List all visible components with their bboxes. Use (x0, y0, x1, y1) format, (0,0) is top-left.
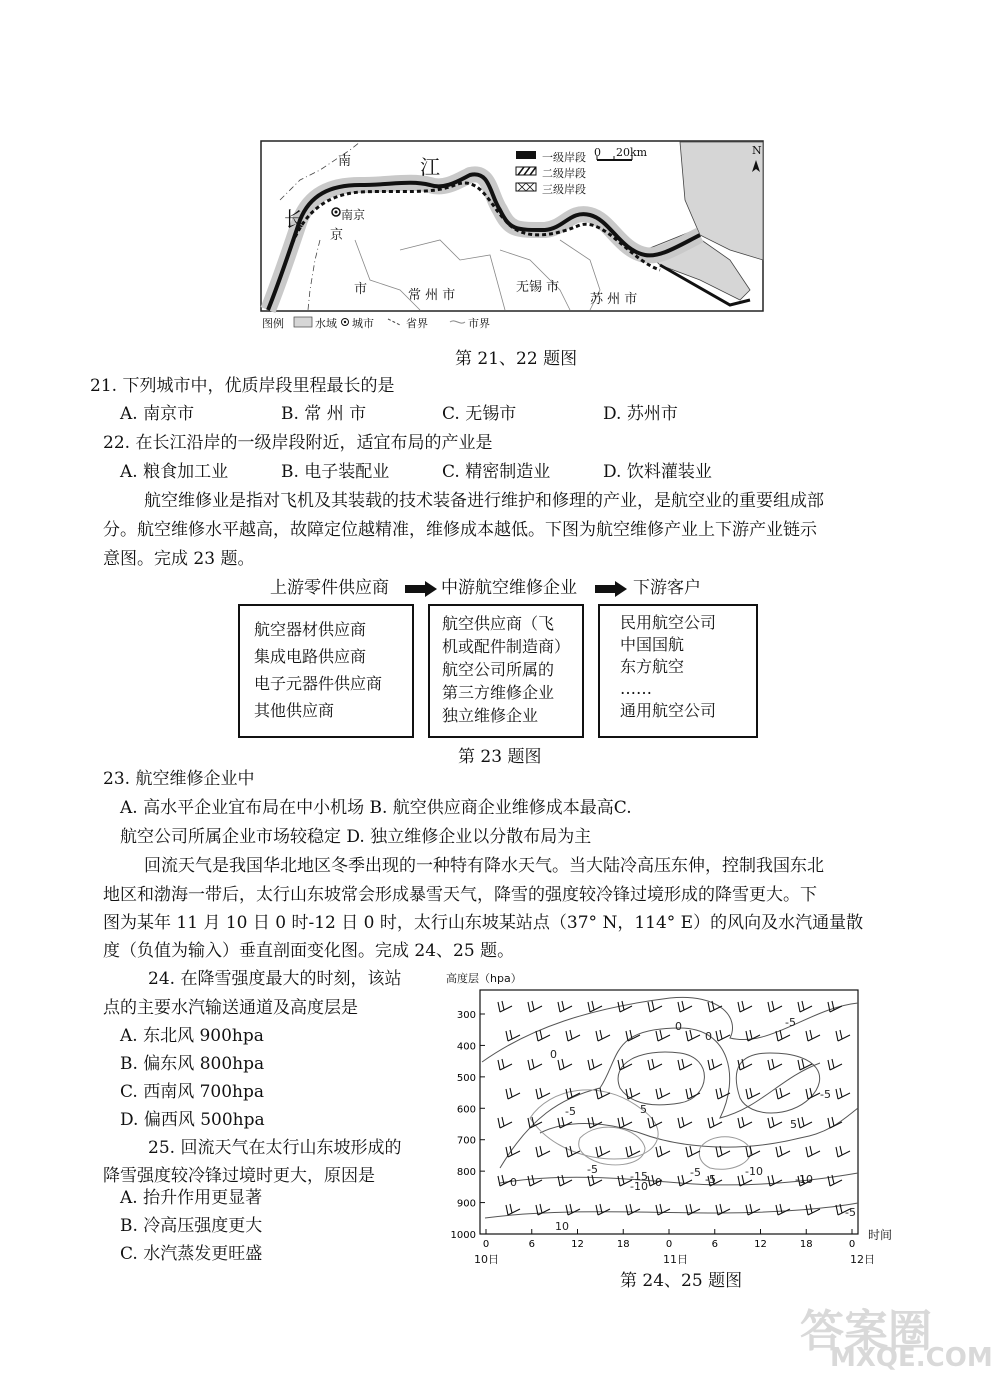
midstream-item: 独立维修企业 (442, 706, 539, 725)
passage24-line4: 度（负值为输入）垂直剖面变化图。完成 24、25 题。 (103, 941, 515, 961)
q23-options-line2[interactable]: 航空公司所属企业市场较稳定 D. 独立维修企业以分散布局为主 (120, 827, 592, 847)
chain-header-midstream: 中游航空维修企业 (441, 578, 577, 598)
legend-prov: 省界 (406, 317, 428, 330)
passage23-line2: 分。航空维修水平越高，故障定位越精准，维修成本越低。下图为航空维修产业上下游产业链示 (103, 520, 817, 540)
downstream-item: 民用航空公司 (620, 613, 717, 632)
q24-option-b[interactable]: B. 偏东风 800hpa (120, 1054, 265, 1074)
q25-option-c[interactable]: C. 水汽蒸发更旺盛 (120, 1244, 263, 1264)
q22-stem: 22. 在长江沿岸的一级岸段附近，适宜布局的产业是 (103, 433, 493, 453)
q25-stem-1: 25. 回流天气在太行山东坡形成的 (148, 1138, 402, 1158)
y-tick-label: 900 (456, 1198, 476, 1210)
x-tick-label: 0 (848, 1239, 856, 1250)
legend-coast-3: 三级岸段 (542, 183, 586, 196)
q21-option-c[interactable]: C. 无锡市 (442, 404, 517, 424)
q21-stem: 21. 下列城市中，优质岸段里程最长的是 (90, 376, 395, 396)
map-label-wuxi: 无锡 市 (516, 280, 560, 295)
downstream-item: 东方航空 (620, 657, 685, 676)
y-tick-label: 300 (456, 1010, 476, 1021)
q24-option-c[interactable]: C. 西南风 700hpa (120, 1082, 265, 1102)
x-tick-label: 0 (482, 1239, 490, 1250)
arrow-right-icon (595, 581, 627, 597)
downstream-item: 通用航空公司 (620, 701, 717, 720)
legend-coast-2: 二级岸段 (542, 167, 586, 180)
contour-label: 0 (705, 1030, 712, 1043)
q21-option-b[interactable]: B. 常 州 市 (281, 404, 367, 424)
passage23-line3: 意图。完成 23 题。 (103, 549, 255, 569)
x-tick-label: 12 (571, 1239, 584, 1250)
q24-stem-2: 点的主要水汽输送通道及高度层是 (103, 998, 358, 1018)
downstream-item: …… (620, 679, 652, 698)
downstream-item: 中国国航 (620, 635, 685, 654)
chart-ylabel: 高度层（hpa） (446, 972, 522, 985)
y-tick-label: 800 (456, 1167, 476, 1179)
upstream-item: 电子元器件供应商 (254, 674, 383, 693)
x-tick-label: 6 (711, 1239, 718, 1250)
chain-caption: 第 23 题图 (458, 747, 542, 767)
map-label-nan: 南 (338, 154, 352, 169)
map-label-suzhou: 苏 州 市 (590, 292, 638, 307)
contour-label: -5 (845, 1206, 856, 1219)
contour-label: -10 (630, 1180, 648, 1193)
map-label-changzhou: 常 州 市 (408, 288, 456, 303)
passage24-line2: 地区和渤海一带后，太行山东坡常会形成暴雪天气，降雪的强度较冷锋过境形成的降雪更大。下 (103, 885, 817, 905)
y-tick-label: 400 (456, 1041, 476, 1053)
q25-option-a[interactable]: A. 抬升作用更显著 (120, 1188, 263, 1208)
contour-chart-svg (440, 968, 900, 1268)
contour-label: -15 (630, 1170, 648, 1183)
contour-label: -5 (820, 1088, 831, 1101)
scale-dist: 20km (616, 146, 648, 159)
legend-water: 水域 (315, 317, 337, 330)
day-label: 12日 (850, 1253, 875, 1266)
upstream-item: 航空器材供应商 (254, 620, 367, 639)
x-tick-label: 18 (799, 1239, 813, 1250)
arrow-right-icon (405, 581, 437, 597)
upstream-item: 其他供应商 (254, 701, 335, 720)
contour-label: -5 (785, 1016, 796, 1029)
q22-option-b[interactable]: B. 电子装配业 (281, 462, 390, 482)
q23-options-line1[interactable]: A. 高水平企业宜布局在中小机场 B. 航空供应商企业维修成本最高C. (120, 798, 632, 818)
contour-chart (440, 968, 900, 1268)
q25-stem-2: 降雪强度较冷锋过境时更大，原因是 (103, 1166, 375, 1186)
map-caption: 第 21、22 题图 (455, 349, 578, 369)
q22-option-a[interactable]: A. 粮食加工业 (120, 462, 229, 482)
q21-option-d[interactable]: D. 苏州市 (603, 404, 678, 424)
map-label-shi: 市 (354, 282, 368, 297)
legend-cityb: 市界 (468, 317, 490, 330)
x-tick-label: 0 (665, 1239, 673, 1250)
contour-label: -5 (705, 1173, 716, 1186)
q24-stem-1: 24. 在降雪强度最大的时刻，该站 (148, 969, 402, 989)
map-label-jiang: 江 (420, 155, 440, 179)
x-tick-label: 12 (754, 1239, 767, 1250)
q22-option-d[interactable]: D. 饮料灌装业 (603, 462, 712, 482)
legend-coast-1: 一级岸段 (542, 151, 586, 164)
day-label: 11日 (663, 1253, 688, 1266)
y-tick-label: 700 (456, 1135, 476, 1147)
contour-label: -5 (565, 1105, 576, 1118)
midstream-item: 航空供应商（飞 (442, 614, 555, 633)
passage23-line1: 航空维修业是指对飞机及其装载的技术装备进行维护和修理的产业，是航空业的重要组成部 (144, 491, 824, 511)
midstream-item: 第三方维修企业 (442, 683, 555, 702)
map-label-jing: 京 (330, 228, 344, 243)
q24-option-a[interactable]: A. 东北风 900hpa (120, 1026, 264, 1046)
q23-stem: 23. 航空维修企业中 (103, 769, 255, 789)
y-tick-label: 600 (456, 1104, 476, 1116)
river-map (260, 140, 766, 332)
q25-option-b[interactable]: B. 冷高压强度更大 (120, 1216, 263, 1236)
contour-label: 5 (790, 1118, 797, 1131)
midstream-box (428, 604, 584, 738)
chart-xlabel: 时间 (868, 1228, 893, 1242)
watermark-logo: 答案圈 (800, 1306, 932, 1357)
watermark-url: MXQE.COM (830, 1343, 993, 1373)
contour-label: -10 (795, 1173, 813, 1186)
upstream-item: 集成电路供应商 (254, 647, 367, 666)
q22-option-c[interactable]: C. 精密制造业 (442, 462, 551, 482)
scale-zero: 0 (594, 146, 601, 159)
midstream-item: 航空公司所属的 (442, 660, 555, 679)
passage24-line1: 回流天气是我国华北地区冬季出现的一种特有降水天气。当大陆冷高压东伸，控制我国东北 (144, 856, 824, 876)
q21-option-a[interactable]: A. 南京市 (120, 404, 195, 424)
contour-label: 0 (675, 1020, 682, 1033)
contour-label: 10 (555, 1220, 569, 1233)
q24-option-d[interactable]: D. 偏西风 500hpa (120, 1110, 265, 1130)
upstream-box (238, 604, 414, 738)
contour-label: 0 (550, 1048, 557, 1061)
map-label-chang: 长 (284, 207, 304, 231)
legend-city: 城市 (352, 317, 374, 330)
map-label-north: N (752, 144, 762, 157)
y-tick-label: 1000 (450, 1230, 476, 1241)
contour-label: -5 (690, 1166, 701, 1179)
x-tick-label: 18 (616, 1239, 630, 1250)
midstream-item: 机或配件制造商） (442, 637, 571, 656)
contour-label: -5 (587, 1163, 598, 1176)
contour-label: 5 (640, 1103, 647, 1116)
contour-label: 0 (655, 1176, 662, 1189)
passage24-line3: 图为某年 11 月 10 日 0 时-12 日 0 时，太行山东坡某站点（37° N，114° E）的风向及水汽通量散 (103, 913, 864, 933)
contour-label: 0 (510, 1176, 517, 1189)
chain-header-upstream: 上游零件供应商 (270, 578, 389, 598)
chain-header-downstream: 下游客户 (633, 578, 701, 598)
day-label: 10日 (474, 1253, 499, 1266)
contour-label: -10 (745, 1165, 763, 1178)
map-label-nanjing-city: 南京 (341, 208, 366, 222)
y-tick-label: 500 (456, 1072, 476, 1084)
downstream-box (598, 604, 758, 738)
x-tick-label: 6 (528, 1239, 535, 1250)
chart-caption: 第 24、25 题图 (620, 1271, 743, 1291)
legend-prefix: 图例 (262, 317, 284, 330)
